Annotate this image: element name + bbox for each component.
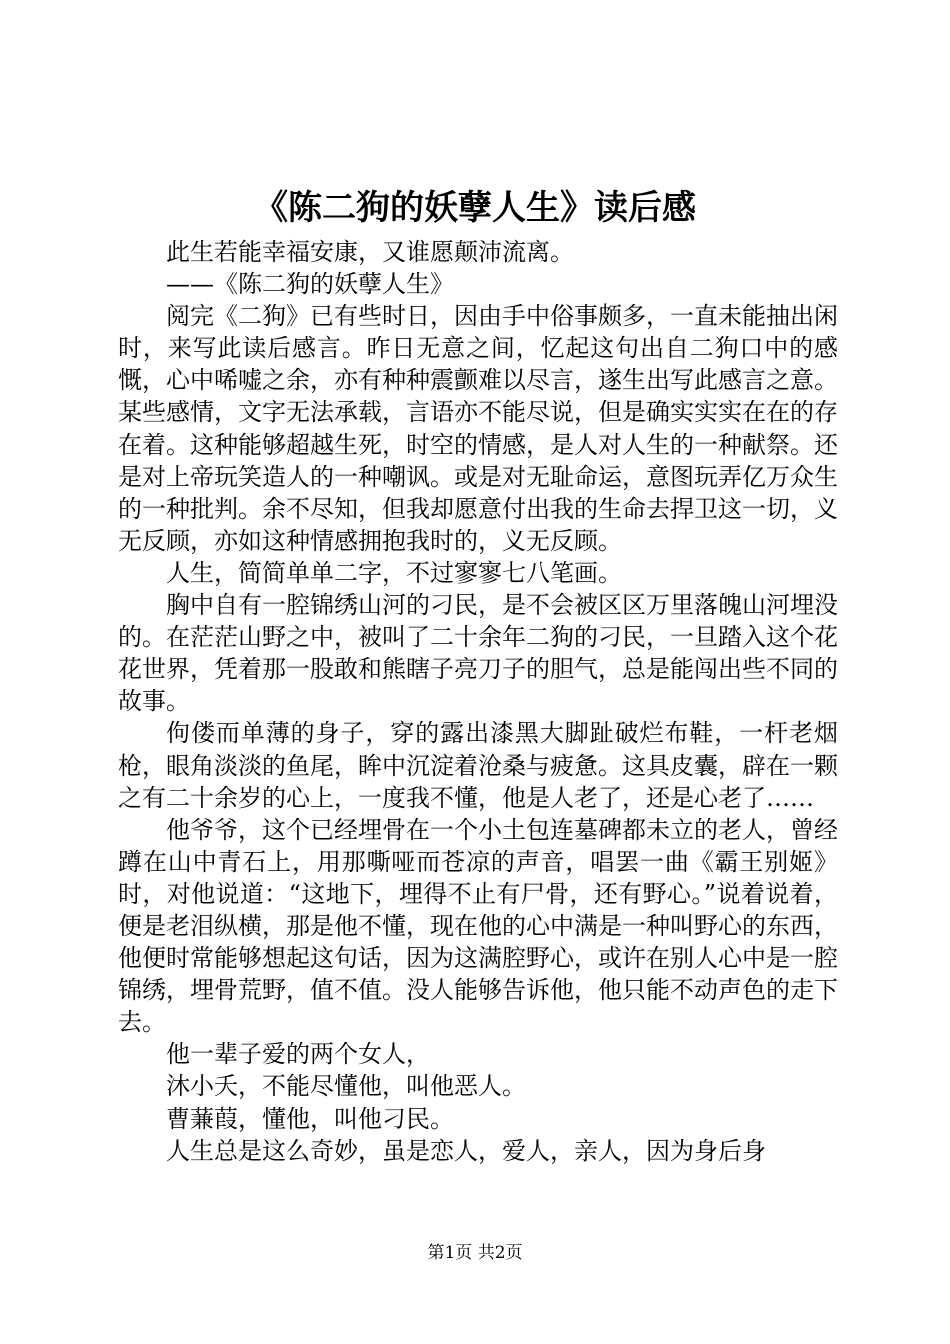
paragraph-quote: 此生若能幸福安康，又谁愿颠沛流离。	[166, 238, 574, 266]
page-number-footer: 第1页 共2页	[427, 1243, 523, 1263]
paragraph: 胸中自有一腔锦绣山河的刁民，是不会被区区万里落魄山河埋没的。在茫茫山野之中，被叫了二十余年二狗的刁民，一旦踏入这个花花世界，凭着那一股敢和熊瞎子亮刀子的胆气，总是能闯出些不同的故事。	[118, 591, 838, 716]
document-title: 《陈二狗的妖孽人生》读后感	[254, 188, 696, 228]
paragraph: 阅完《二狗》已有些时日，因由手中俗事颇多，一直未能抽出闲时，来写此读后感言。昨日无意之间，忆起这句出自二狗口中的感慨，心中唏嘘之余，亦有种种震颤难以尽言，遂生出写此感言之意。某些感情，文字无法承载，言语亦不能尽说，但是确实实实在在的存在着。这种能够超越生死，时空的情感，是人对人生的一种献祭。还是对上帝玩笑造人的一种嘲讽。或是对无耻命运，意图玩弄亿万众生的一种批判。余不尽知，但我却愿意付出我的生命去捍卫这一切，义无反顾，亦如这种情感拥抱我时的，义无反顾。	[118, 302, 838, 555]
paragraph: 佝偻而单薄的身子，穿的露出漆黑大脚趾破烂布鞋，一杆老烟枪，眼角淡淡的鱼尾，眸中沉淀着沧桑与疲惫。这具皮囊，辟在一颗之有二十余岁的心上，一度我不懂，他是人老了，还是心老了……	[118, 719, 838, 812]
paragraph: 人生，简简单单二字，不过寥寥七八笔画。	[166, 558, 622, 587]
paragraph: 他一辈子爱的两个女人，	[166, 1040, 430, 1069]
document-body	[118, 236, 838, 1167]
paragraph: 人生总是这么奇妙，虽是恋人，爱人，亲人，因为身后身	[166, 1136, 766, 1165]
paragraph: 他爷爷，这个已经埋骨在一个小土包连墓碑都未立的老人，曾经蹲在山中青石上，用那嘶哑而苍凉的声音，唱罢一曲《霸王别姬》时，对他说道：“这地下，埋得不止有尸骨，还有野心。”说着说着，便是老泪纵横，那是他不懂，现在他的心中满是一种叫野心的东西，他便时常能够想起这句话，因为这满腔野心，或许在别人心中是一腔锦绣，埋骨荒野，值不值。没人能够告诉他，他只能不动声色的走下去。	[118, 815, 838, 1037]
paragraph-quote-source: ——《陈二狗的妖孽人生》	[166, 270, 454, 299]
paragraph: 曹蒹葭，懂他，叫他刁民。	[166, 1104, 454, 1133]
paragraph: 沐小夭，不能尽懂他，叫他恶人。	[166, 1072, 526, 1101]
